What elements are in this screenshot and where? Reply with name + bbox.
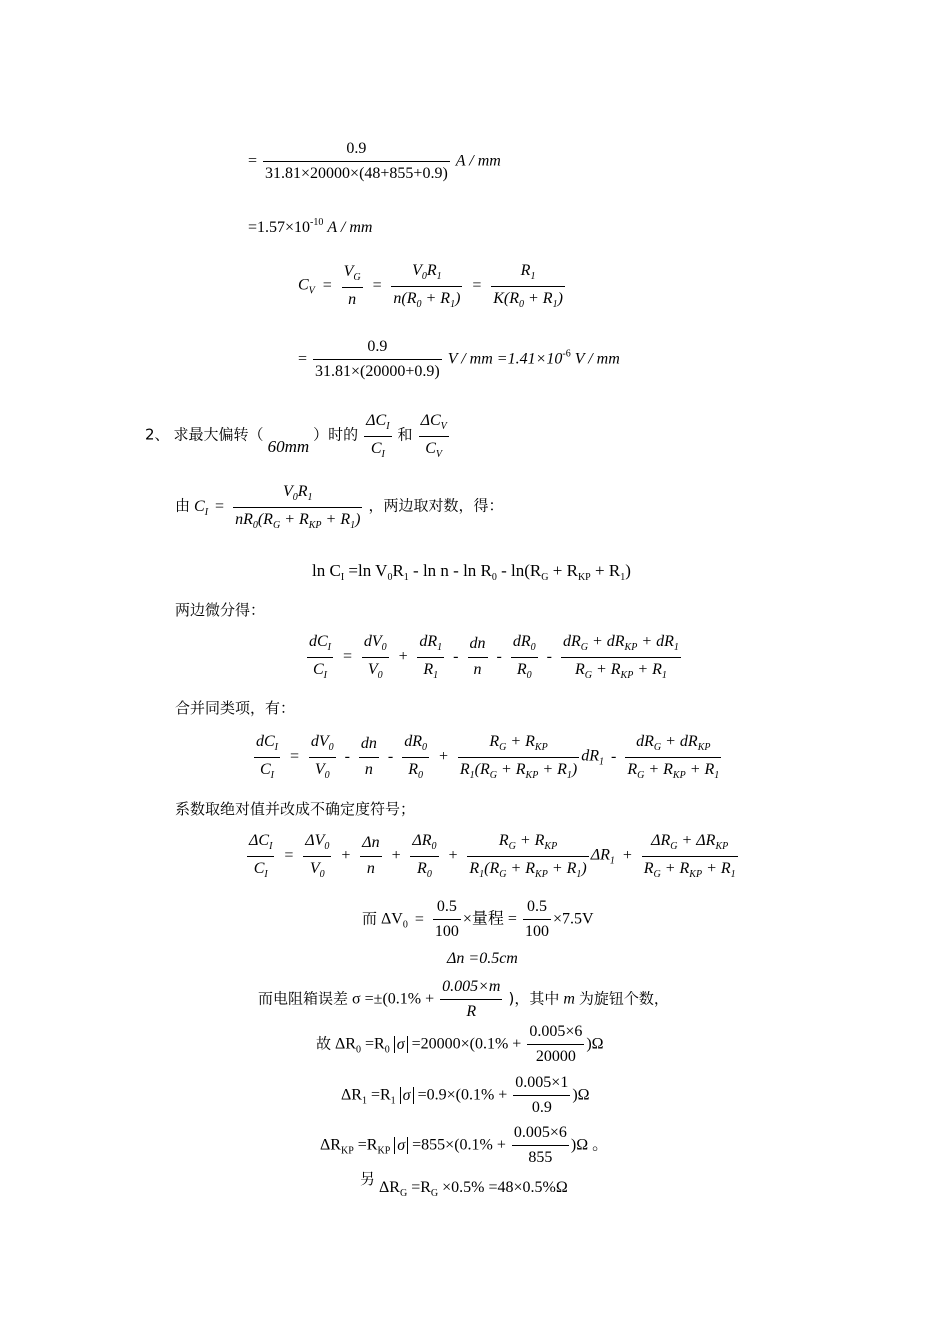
- numerator: 0.005×1: [513, 1074, 570, 1096]
- section-2-heading: [145, 412, 451, 460]
- fraction-ci: [233, 483, 362, 531]
- subscript: KP: [577, 572, 591, 583]
- equation-current-sensitivity-result: [248, 218, 372, 236]
- subscript: V: [308, 285, 315, 297]
- step-suffix: ，两边取对数，得：: [368, 496, 504, 515]
- section-number: 2、: [145, 425, 170, 444]
- text: 为旋钮个数，: [578, 989, 669, 1008]
- denominator: 0.9: [531, 1099, 552, 1117]
- eq-part: R: [392, 561, 404, 580]
- subscript: I: [340, 572, 345, 583]
- equation-log: [312, 562, 631, 583]
- eq-part: ΔR: [320, 1136, 341, 1154]
- frac-text: R: [520, 262, 531, 279]
- subscript: 0: [416, 298, 422, 310]
- subscript: 0: [292, 492, 298, 503]
- subscript: G: [353, 272, 361, 284]
- eq-part: )Ω: [572, 1086, 590, 1104]
- subscript: 0: [384, 1044, 390, 1056]
- subscript: KP: [340, 1145, 354, 1157]
- equation-delta-v0: 而 $\Delta V_0$ = $\frac{0.5}{100}$ ×量程 = $\frac{0.5}{100}$ ×7.5V: [362, 898, 594, 941]
- equation-delta-r1: [341, 1074, 590, 1118]
- denominator: 31.81×(20000+0.9): [315, 363, 440, 381]
- equation-merged: $\frac{dC_I}{C_I}$ = $\frac{dV_0}{V_0}$ - $\frac{dn}{n}$ - $\frac{dR_0}{R_0}$ + $\frac{R_G + R_{KP}}{R_1(R_G + R_{KP} + R_1)}$ $dR_1$ - $\frac{dR_G + dR_{KP}}{R_G + R_{KP} + R_1}$: [256, 733, 720, 781]
- eq-part: σ =±(0.1% +: [352, 990, 435, 1008]
- exponent: -6: [562, 348, 571, 360]
- eq-part: ln C: [312, 561, 341, 580]
- frac-text: C: [370, 439, 382, 457]
- equation-resistance-error: [258, 978, 669, 1022]
- equation-delta-rg: [360, 1170, 568, 1199]
- text: 而电阻箱误差: [258, 989, 349, 1008]
- subscript: 1: [436, 271, 442, 282]
- denominator: R: [466, 1003, 477, 1021]
- eq-part: =855×(0.1% +: [408, 1136, 506, 1154]
- subscript: 0: [421, 271, 427, 282]
- frac-text: C: [425, 439, 436, 457]
- frac-text: + R: [523, 289, 553, 307]
- frac-text: ΔC: [420, 412, 441, 429]
- eq-part: =R: [353, 1136, 378, 1154]
- eq-part: =R: [407, 1179, 431, 1196]
- fraction-vg-over-n: [342, 263, 363, 309]
- prefix-text: 故: [316, 1034, 332, 1053]
- heading-text: ）时的: [313, 425, 359, 444]
- eq-part: )Ω 。: [570, 1136, 609, 1154]
- denominator: 20000: [535, 1048, 576, 1066]
- frac-text: + R: [321, 510, 351, 528]
- equation-uncertainty: $\frac{\Delta C_I}{C_I}$ = $\frac{\Delta V_0}{V_0}$ + $\frac{\Delta n}{n}$ + $\frac{\Delta R_0}{R_0}$ + $\frac{R_G + R_{KP}}{R_1(R_G + R_{KP} + R_1)}$ $\Delta R_1$ + $\frac{\Delta R_G + \Delta R_{KP}}{R_G + R_{KP} + R_1}$: [249, 832, 736, 880]
- subscript: G: [430, 1188, 439, 1199]
- subscript: G: [272, 519, 281, 531]
- equation-voltage-sensitivity-result: [298, 338, 620, 382]
- eq-part: + R: [590, 561, 621, 580]
- subscript: I: [204, 506, 209, 518]
- frac-text: V: [282, 483, 293, 500]
- equation-delta-rkp: [320, 1124, 608, 1168]
- prefix-text: 而: [362, 909, 378, 928]
- unit: A / mm: [455, 152, 501, 170]
- equals-sign: =: [248, 152, 258, 170]
- frac-text: ΔC: [366, 412, 387, 429]
- subscript: 1: [450, 298, 456, 310]
- exponent: -10: [310, 217, 324, 228]
- numerator: 0.005×6: [527, 1023, 584, 1045]
- eq-part: ΔR: [379, 1179, 400, 1196]
- subscript: 1: [390, 1095, 396, 1107]
- frac-text: R: [297, 483, 308, 500]
- variable-m: m: [563, 990, 575, 1008]
- text: )，其中: [508, 989, 560, 1008]
- unit: V / mm: [574, 350, 620, 368]
- equation-delta-n: Δn =0.5cm: [447, 950, 518, 967]
- denominator: 31.81×20000×(48+855+0.9): [265, 165, 448, 183]
- equals-sign: =: [298, 350, 308, 368]
- step-prefix: 由: [175, 496, 191, 515]
- eq-part: =0.9×(0.1% +: [413, 1086, 508, 1104]
- step-take-logarithm: 由 $C_I$ = $\frac{V_0R_1}{nR_0(R_G + R_{KP} + R_1)}$ ，两边取对数，得：: [175, 483, 504, 531]
- frac-text: K(R: [493, 289, 519, 307]
- denominator: 855: [528, 1149, 553, 1167]
- frac-text: V: [343, 263, 354, 281]
- eq-part: =20000×(0.1% +: [407, 1035, 522, 1053]
- eq-part: ): [625, 561, 631, 580]
- eq-part: ×0.5% =48×0.5%Ω: [438, 1179, 568, 1196]
- numerator: 0.5: [523, 898, 551, 920]
- eq-part: =R: [360, 1035, 385, 1053]
- subscript: KP: [308, 519, 322, 531]
- label-merge-terms: 合并同类项，有：: [175, 699, 296, 717]
- subscript: 1: [403, 572, 409, 583]
- symbol-c: C: [194, 497, 205, 515]
- unit: A / mm: [327, 219, 373, 236]
- eq-part: - ln(R: [496, 561, 542, 580]
- subscript: G: [541, 572, 549, 583]
- frac-text: ): [557, 289, 563, 307]
- fraction: [263, 140, 450, 184]
- subscript: I: [381, 448, 385, 460]
- frac-text: + R: [280, 510, 309, 528]
- eq-part: ΔV: [381, 910, 403, 928]
- frac-text: n: [348, 290, 357, 308]
- prefix-text: 另: [360, 1170, 376, 1188]
- denominator: 100: [524, 923, 549, 941]
- subscript: V: [440, 421, 447, 432]
- numerator: 0.9: [313, 338, 442, 360]
- subscript: G: [399, 1188, 408, 1199]
- frac-text: R: [426, 262, 437, 279]
- subscript: 1: [307, 492, 313, 503]
- subscript: 1: [620, 572, 626, 583]
- frac-text: V: [412, 262, 422, 279]
- heading-text: 求最大偏转（: [173, 425, 264, 444]
- numerator: 0.5: [433, 898, 461, 920]
- subscript: 0: [402, 919, 408, 931]
- numerator: 0.005×m: [440, 978, 502, 1000]
- subscript: 1: [552, 298, 558, 310]
- frac-text: (R: [257, 510, 273, 528]
- eq-part: =ln V: [344, 561, 388, 580]
- numerator: 0.9: [263, 140, 450, 162]
- sigma-abs: σ: [394, 1036, 408, 1053]
- fraction-dcv-over-cv: [419, 412, 449, 460]
- equation-current-sensitivity-value: [248, 140, 501, 184]
- eq-part: ×量程 =: [462, 910, 517, 928]
- subscript: 1: [361, 1095, 367, 1107]
- subscript: 1: [350, 519, 356, 531]
- fraction-r1-over-k: [491, 262, 565, 310]
- eq-part: ×7.5V: [552, 910, 594, 928]
- eq-part: ΔR: [341, 1086, 362, 1104]
- eq-part: - ln n - ln R: [408, 561, 492, 580]
- fraction-v0r1: [391, 262, 462, 310]
- fraction-dci-over-ci: [364, 412, 391, 460]
- subscript: 0: [491, 572, 497, 583]
- subscript: I: [386, 421, 390, 432]
- subscript: 1: [530, 271, 536, 282]
- frac-text: n(R: [393, 289, 417, 307]
- subscript: 0: [355, 1044, 361, 1056]
- deflection-value: 60mm: [267, 436, 310, 456]
- fraction: [313, 338, 442, 382]
- eq-part: + R: [548, 561, 578, 580]
- subscript: V: [435, 448, 443, 460]
- result-value: =1.57×10: [248, 219, 311, 236]
- numerator: 0.005×6: [512, 1124, 569, 1146]
- frac-text: nR: [235, 510, 253, 528]
- equation-differential: $\frac{dC_I}{C_I}$ = $\frac{dV_0}{V_0}$ + $\frac{dR_1}{R_1}$ - $\frac{dn}{n}$ - $\frac{dR_0}{R_0}$ - $\frac{dR_G + dR_{KP} + dR_1}{R_G + R_{KP} + R_1}$: [309, 633, 679, 681]
- denominator: 100: [434, 923, 459, 941]
- eq-part: )Ω: [586, 1035, 604, 1053]
- unit-and-result: V / mm =1.41×10: [447, 350, 563, 368]
- frac-text: ): [355, 510, 361, 528]
- sigma-abs: σ: [394, 1137, 408, 1154]
- subscript: KP: [377, 1145, 391, 1157]
- subscript: 0: [252, 519, 258, 531]
- eq-part: =R: [366, 1086, 391, 1104]
- symbol-c: C: [298, 276, 309, 294]
- subscript: 0: [518, 298, 524, 310]
- frac-text: + R: [421, 289, 451, 307]
- frac-text: ): [455, 289, 461, 307]
- sigma-abs: σ: [400, 1087, 414, 1104]
- label-differentiate: 两边微分得：: [175, 601, 266, 619]
- equation-delta-r0: [316, 1023, 604, 1067]
- label-absolute-uncertainty: 系数取绝对值并改成不确定度符号；: [175, 800, 416, 818]
- eq-part: ΔR: [335, 1035, 356, 1053]
- and-text: 和: [397, 425, 413, 444]
- equation-voltage-sensitivity: $C_V$ = $\frac{V_G}{n}$ = $\frac{V_0R_1}{n(R_0 + R_1)}$ = $\frac{R_1}{K(R_0 + R_1)}$: [298, 262, 563, 310]
- subscript: 0: [387, 572, 393, 583]
